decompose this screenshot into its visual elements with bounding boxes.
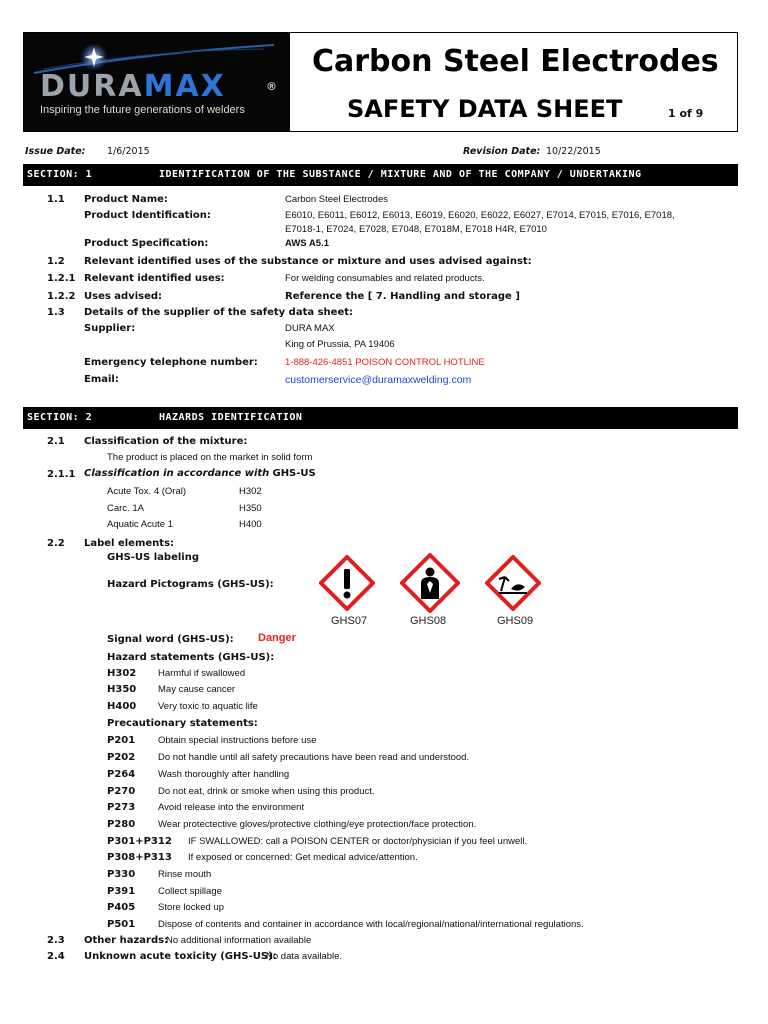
heading-italic-part: Classification in accordance with — [84, 468, 270, 479]
hazard-pictograms-label: Hazard Pictograms (GHS-US): — [107, 579, 274, 590]
class-name: Carc. 1A — [107, 503, 144, 514]
precaution-code: P405 — [107, 902, 136, 913]
logo-registered-mark: ® — [266, 80, 277, 93]
ghs08-health-hazard-icon — [400, 553, 460, 613]
product-id-line-1: E6010, E6011, E6012, E6013, E6019, E6020, E6022, E6027, E7014, E7015, E7016, E7018, — [285, 210, 675, 221]
precaution-code: P501 — [107, 919, 136, 930]
pictogram-caption: GHS09 — [497, 615, 534, 627]
item-number: 1.2.1 — [47, 273, 76, 284]
uses-advised-label: Uses advised: — [84, 291, 163, 302]
precaution-code: P301+P312 — [107, 836, 172, 847]
precaution-text: Avoid release into the environment — [158, 802, 305, 813]
other-hazards-label: Other hazards: — [84, 935, 169, 946]
classification-text: The product is placed on the market in solid form — [107, 452, 313, 463]
precaution-text: Do not handle until all safety precautions have been read and understood. — [158, 752, 470, 763]
hazard-code: H302 — [107, 668, 137, 679]
heading-bold-part: GHS-US — [272, 468, 316, 479]
class-code: H302 — [239, 486, 262, 497]
other-hazards-value: No additional information available — [166, 935, 312, 946]
precaution-text: Store locked up — [158, 902, 225, 913]
email-link[interactable]: customerservice@duramaxwelding.com — [285, 374, 472, 386]
acute-toxicity-value: No data available. — [266, 951, 343, 962]
section-number: SECTION: 2 — [27, 412, 93, 423]
precaution-text: If exposed or concerned: Get medical advice/attention. — [188, 852, 418, 863]
product-spec-label: Product Specification: — [84, 238, 209, 249]
section-title: HAZARDS IDENTIFICATION — [159, 412, 303, 423]
logo-tagline: Inspiring the future generations of welders — [40, 104, 245, 116]
class-code: H400 — [239, 519, 262, 530]
item-number: 2.1 — [47, 436, 65, 447]
emergency-phone-label: Emergency telephone number: — [84, 357, 258, 368]
identified-uses-value: For welding consumables and related products. — [285, 273, 485, 284]
precaution-text: IF SWALLOWED: call a POISON CENTER or doctor/physician if you feel unwell. — [188, 836, 528, 847]
hazard-code: H400 — [107, 701, 137, 712]
precaution-code: P330 — [107, 869, 136, 880]
issue-date-label: Issue Date: — [25, 146, 86, 157]
pictogram-caption: GHS08 — [410, 615, 447, 627]
product-name-value: Carbon Steel Electrodes — [285, 194, 388, 205]
precaution-code: P201 — [107, 735, 136, 746]
item-number: 1.2 — [47, 256, 65, 267]
hazard-statements-label: Hazard statements (GHS-US): — [107, 652, 275, 663]
section-number: SECTION: 1 — [27, 169, 93, 180]
item-number: 2.2 — [47, 538, 65, 549]
label-elements-heading: Label elements: — [84, 538, 175, 549]
precaution-code: P280 — [107, 819, 136, 830]
logo-wordmark: DURAMAX — [40, 69, 226, 104]
precaution-code: P270 — [107, 786, 136, 797]
email-label: Email: — [84, 374, 119, 385]
item-number: 2.3 — [47, 935, 65, 946]
hazard-code: H350 — [107, 684, 137, 695]
item-number: 1.1 — [47, 194, 65, 205]
identified-uses-label: Relevant identified uses: — [84, 273, 225, 284]
product-id-label: Product Identification: — [84, 210, 211, 221]
section-1-header — [23, 164, 738, 186]
page-indicator: 1 of 9 — [668, 107, 704, 120]
supplier-label: Supplier: — [84, 323, 136, 334]
product-name-label: Product Name: — [84, 194, 168, 205]
precaution-text: Obtain special instructions before use — [158, 735, 317, 746]
class-code: H350 — [239, 503, 262, 514]
hazard-text: May cause cancer — [158, 684, 236, 695]
precaution-text: Wear protectective gloves/protective clothing/eye protection/face protection. — [158, 819, 477, 830]
ghs-labeling-heading: GHS-US labeling — [107, 552, 199, 563]
item-number: 1.3 — [47, 307, 65, 318]
precaution-text: Dispose of contents and container in accordance with local/regional/national/international regulations. — [158, 919, 584, 930]
classification-label: Classification of the mixture: — [84, 436, 248, 447]
supplier-address: King of Prussia, PA 19406 — [285, 339, 395, 350]
product-id-line-2: E7018-1, E7024, E7028, E7048, E7018M, E7018 H4R, E7010 — [285, 224, 547, 235]
class-name: Aquatic Acute 1 — [107, 519, 174, 530]
class-name: Acute Tox. 4 (Oral) — [107, 486, 187, 497]
acute-toxicity-label: Unknown acute toxicity (GHS-US): — [84, 951, 277, 962]
ghs09-environment-icon — [485, 555, 541, 611]
precaution-code: P202 — [107, 752, 136, 763]
uses-heading: Relevant identified uses of the substance or mixture and uses advised against: — [84, 256, 532, 267]
pictogram-caption: GHS07 — [331, 615, 368, 627]
supplier-name: DURA MAX — [285, 323, 335, 334]
emergency-phone-value: 1-888-426-4851 POISON CONTROL HOTLINE — [285, 357, 485, 368]
document-title: Carbon Steel Electrodes — [312, 44, 719, 79]
precaution-text: Collect spillage — [158, 886, 222, 897]
section-title: IDENTIFICATION OF THE SUBSTANCE / MIXTURE AND OF THE COMPANY / UNDERTAKING — [159, 169, 642, 180]
ghs-classification-heading — [84, 468, 316, 479]
document-subtitle: SAFETY DATA SHEET — [347, 95, 623, 123]
product-spec-value: AWS A5.1 — [285, 238, 329, 249]
revision-date-value: 10/22/2015 — [546, 146, 601, 157]
signal-word-value: Danger — [258, 632, 296, 644]
precaution-text: Wash thoroughly after handling — [158, 769, 290, 780]
precaution-code: P264 — [107, 769, 136, 780]
precautionary-statements-label: Precautionary statements: — [107, 718, 258, 729]
precaution-text: Rinse mouth — [158, 869, 212, 880]
precaution-code: P273 — [107, 802, 136, 813]
hazard-text: Harmful if swallowed — [158, 668, 246, 679]
precaution-code: P308+P313 — [107, 852, 172, 863]
section-2-header — [23, 407, 738, 429]
hazard-text: Very toxic to aquatic life — [158, 701, 258, 712]
item-number: 2.4 — [47, 951, 65, 962]
issue-date-value: 1/6/2015 — [107, 146, 150, 157]
precaution-code: P391 — [107, 886, 136, 897]
header-divider — [289, 33, 290, 131]
item-number: 1.2.2 — [47, 291, 76, 302]
revision-date-label: Revision Date: — [463, 146, 541, 157]
signal-word-label: Signal word (GHS-US): — [107, 634, 234, 645]
item-number: 2.1.1 — [47, 469, 76, 480]
supplier-details-heading: Details of the supplier of the safety data sheet: — [84, 307, 354, 318]
ghs07-exclamation-icon — [319, 555, 375, 611]
uses-advised-value: Reference the [ 7. Handling and storage ] — [285, 291, 520, 302]
precaution-text: Do not eat, drink or smoke when using this product. — [158, 786, 375, 797]
